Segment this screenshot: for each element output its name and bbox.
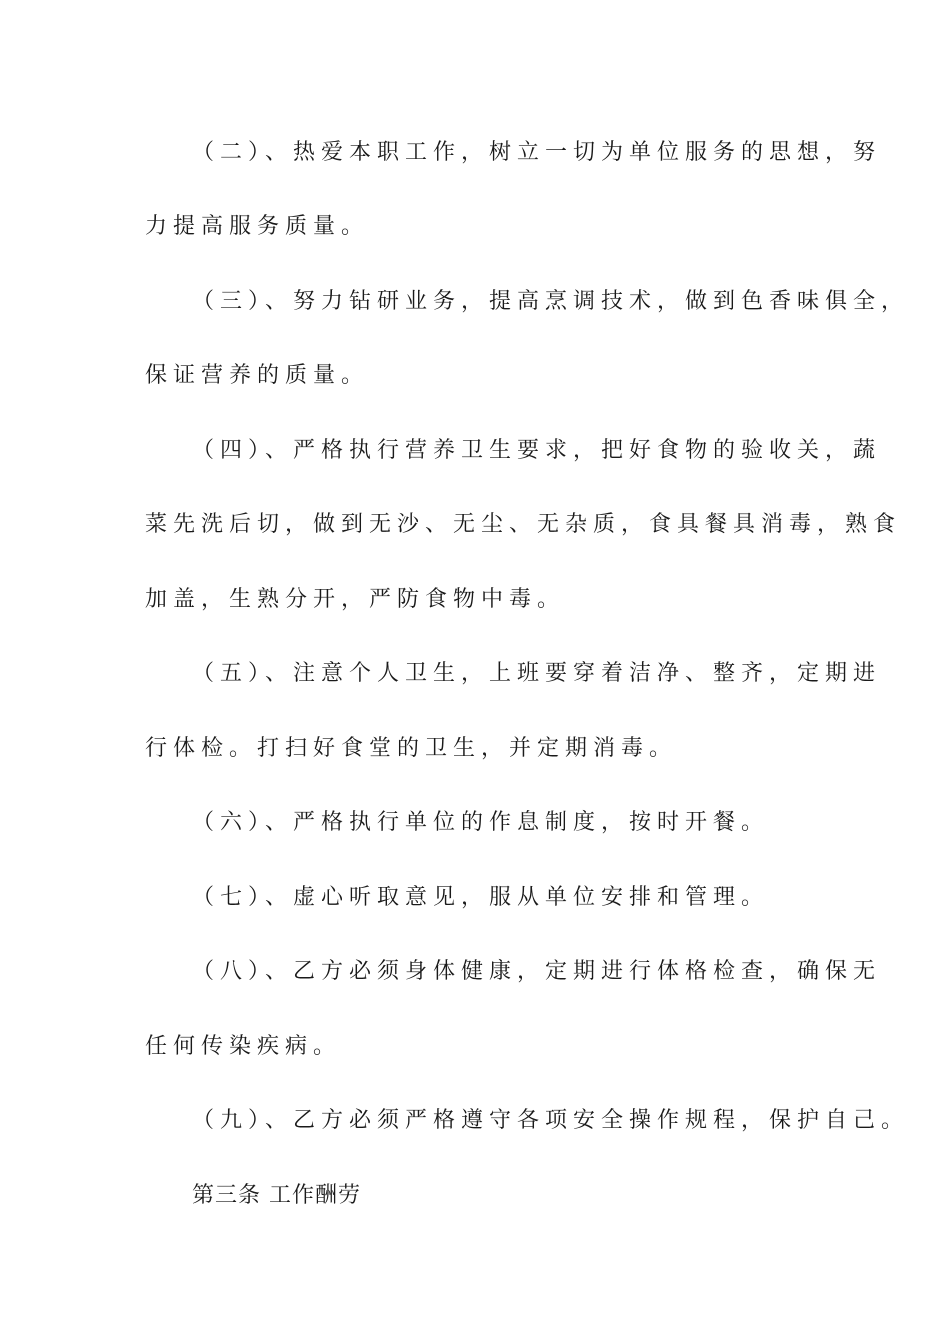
clause-2-line-2: 力提高服务质量。 bbox=[145, 214, 370, 239]
clause-5-line-1: （五）、注意个人卫生，上班要穿着洁净、整齐，定期进 bbox=[192, 661, 882, 686]
clause-4-line-2: 菜先洗后切，做到无沙、无尘、无杂质，食具餐具消毒，熟食 bbox=[145, 512, 902, 537]
clause-2-line-1: （二）、热爱本职工作，树立一切为单位服务的思想，努 bbox=[192, 140, 882, 165]
clause-4-line-1: （四）、严格执行营养卫生要求，把好食物的验收关，蔬 bbox=[192, 438, 882, 463]
clause-6-line-1: （六）、严格执行单位的作息制度，按时开餐。 bbox=[192, 810, 770, 835]
clause-4-line-3: 加盖，生熟分开，严防食物中毒。 bbox=[145, 587, 566, 612]
clause-8-line-1: （八）、乙方必须身体健康，定期进行体格检查，确保无 bbox=[192, 959, 882, 984]
clause-3-line-1: （三）、努力钻研业务，提高烹调技术，做到色香味俱全， bbox=[192, 289, 910, 314]
clause-5-line-2: 行体检。打扫好食堂的卫生，并定期消毒。 bbox=[145, 736, 678, 761]
section-heading: 第三条 工作酬劳 bbox=[192, 1183, 361, 1208]
clause-9-line-1: （九）、乙方必须严格遵守各项安全操作规程，保护自己。 bbox=[192, 1108, 910, 1133]
clause-7-line-1: （七）、虚心听取意见，服从单位安排和管理。 bbox=[192, 885, 770, 910]
clause-3-line-2: 保证营养的质量。 bbox=[145, 363, 370, 388]
clause-8-line-2: 任何传染疾病。 bbox=[145, 1034, 342, 1059]
